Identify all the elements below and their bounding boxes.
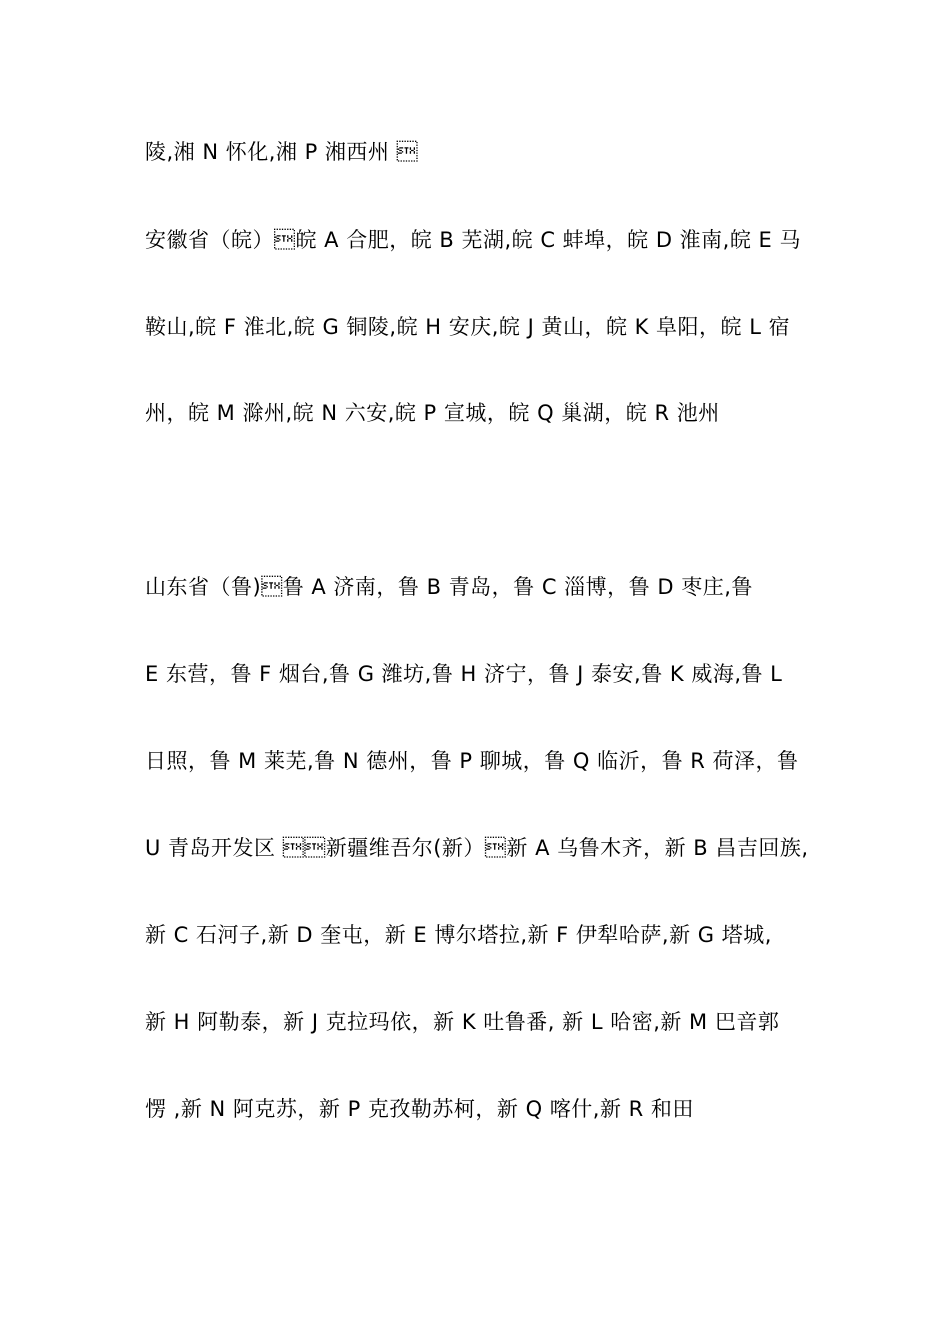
text-line-xinjiang-1: U 青岛开发区 新疆维吾尔(新）新 A 乌鲁木齐，新 B 昌吉回族, [145, 836, 809, 860]
text-line-xinjiang-4: 愣 ,新 N 阿克苏，新 P 克孜勒苏柯，新 Q 喀什,新 R 和田 [145, 1097, 694, 1121]
text-line-hunan-end: 陵,湘 N 怀化,湘 P 湘西州  [145, 140, 419, 164]
text-line-shandong-2: E 东营，鲁 F 烟台,鲁 G 潍坊,鲁 H 济宁，鲁 J 泰安,鲁 K 威海,鲁 L [145, 662, 783, 686]
text-line-shandong-1: 山东省（鲁)鲁 A 济南，鲁 B 青岛，鲁 C 淄博，鲁 D 枣庄,鲁 [145, 575, 753, 599]
text-line-xinjiang-2: 新 C 石河子,新 D 奎屯，新 E 博尔塔拉,新 F 伊犁哈萨,新 G 塔城, [145, 923, 772, 947]
text-line-shandong-3: 日照，鲁 M 莱芜,鲁 N 德州，鲁 P 聊城，鲁 Q 临沂，鲁 R 荷泽，鲁 [145, 749, 799, 773]
text-line-anhui-2: 鞍山,皖 F 淮北,皖 G 铜陵,皖 H 安庆,皖 J 黄山，皖 K 阜阳，皖 L 宿 [145, 315, 791, 339]
text-line-anhui-3: 州，皖 M 滁州,皖 N 六安,皖 P 宣城，皖 Q 巢湖，皖 R 池州 [145, 401, 720, 425]
text-line-xinjiang-3: 新 H 阿勒泰，新 J 克拉玛依，新 K 吐鲁番, 新 L 哈密,新 M 巴音郭 [145, 1010, 780, 1034]
text-line-anhui-1: 安徽省（皖）皖 A 合肥，皖 B 芜湖,皖 C 蚌埠，皖 D 淮南,皖 E 马 [145, 228, 801, 252]
